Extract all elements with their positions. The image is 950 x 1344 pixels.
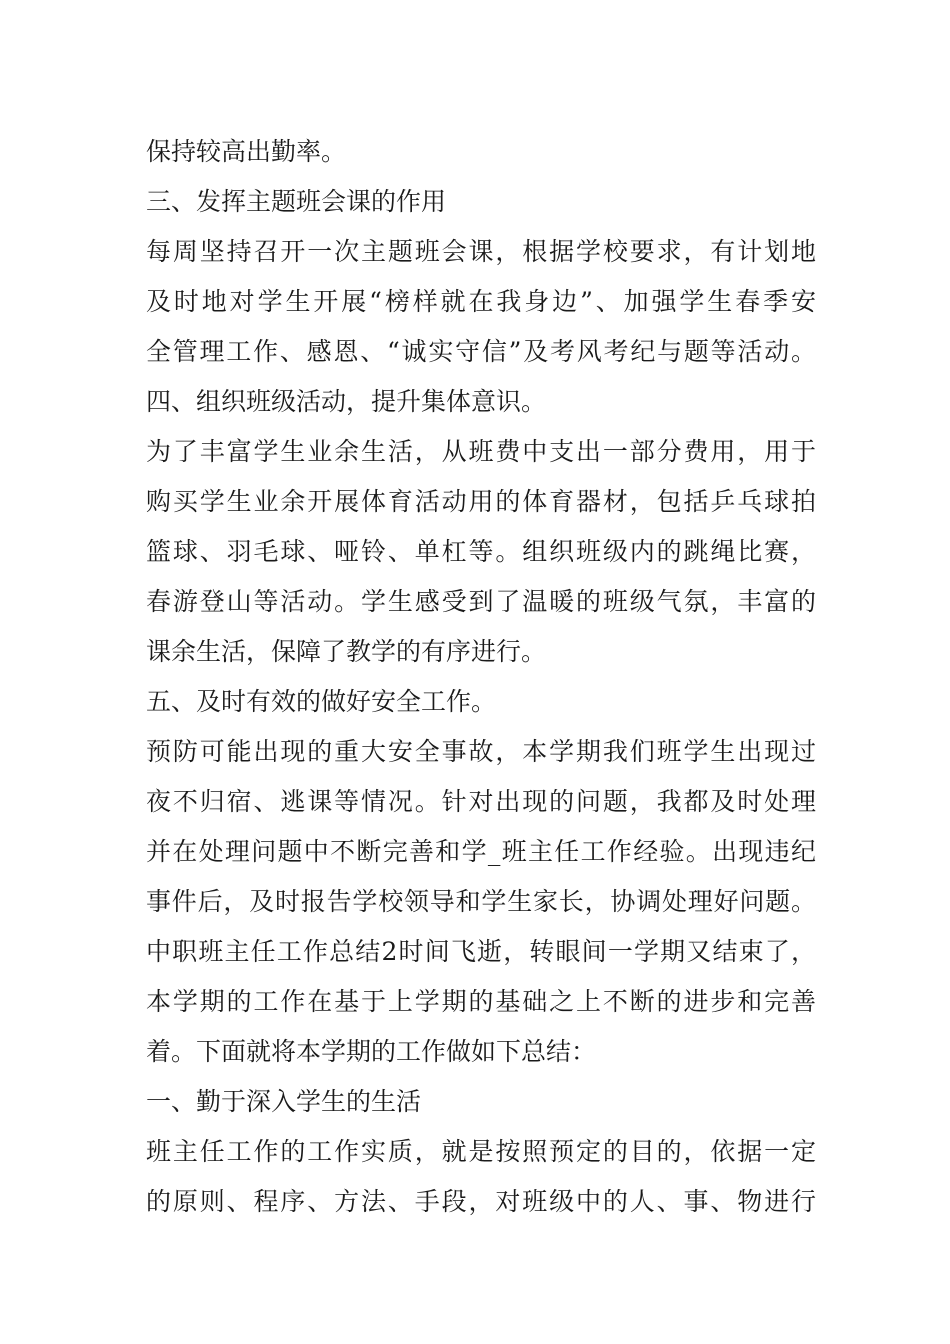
text-line: 全管理工作、感恩、“诚实守信”及考风考纪与题等活动。 xyxy=(146,337,816,366)
text-line: 的原则、程序、方法、手段，对班级中的人、事、物进行 xyxy=(146,1187,816,1216)
text-line: 预防可能出现的重大安全事故，本学期我们班学生出现过 xyxy=(146,737,816,766)
text-line: 保持较高出勤率。 xyxy=(146,137,347,166)
section-heading: 五、及时有效的做好安全工作。 xyxy=(146,687,497,716)
text-line: 课余生活，保障了教学的有序进行。 xyxy=(146,637,547,666)
text-line: 购买学生业余开展体育活动用的体育器材，包括乒乓球拍 xyxy=(146,487,816,516)
text-line: 中职班主任工作总结2时间飞逝，转眼间一学期又结束了， xyxy=(146,937,816,966)
section-heading: 四、组织班级活动，提升集体意识。 xyxy=(146,387,547,416)
text-line: 每周坚持召开一次主题班会课，根据学校要求，有计划地 xyxy=(146,237,816,266)
text-line: 为了丰富学生业余生活，从班费中支出一部分费用，用于 xyxy=(146,437,816,466)
text-line: 并在处理问题中不断完善和学_班主任工作经验。出现违纪 xyxy=(146,837,816,866)
text-line: 春游登山等活动。学生感受到了温暖的班级气氛，丰富的 xyxy=(146,587,816,616)
text-line: 及时地对学生开展“榜样就在我身边”、加强学生春季安 xyxy=(146,287,816,316)
section-heading: 一、勤于深入学生的生活 xyxy=(146,1087,422,1116)
text-line: 事件后，及时报告学校领导和学生家长，协调处理好问题。 xyxy=(146,887,816,916)
text-line: 夜不归宿、逃课等情况。针对出现的问题，我都及时处理 xyxy=(146,787,816,816)
text-line: 本学期的工作在基于上学期的基础之上不断的进步和完善 xyxy=(146,987,816,1016)
text-line: 班主任工作的工作实质，就是按照预定的目的，依据一定 xyxy=(146,1137,816,1166)
text-line: 篮球、羽毛球、哑铃、单杠等。组织班级内的跳绳比赛， xyxy=(146,537,816,566)
text-line: 着。下面就将本学期的工作做如下总结： xyxy=(146,1037,597,1066)
section-heading: 三、发挥主题班会课的作用 xyxy=(146,187,447,216)
